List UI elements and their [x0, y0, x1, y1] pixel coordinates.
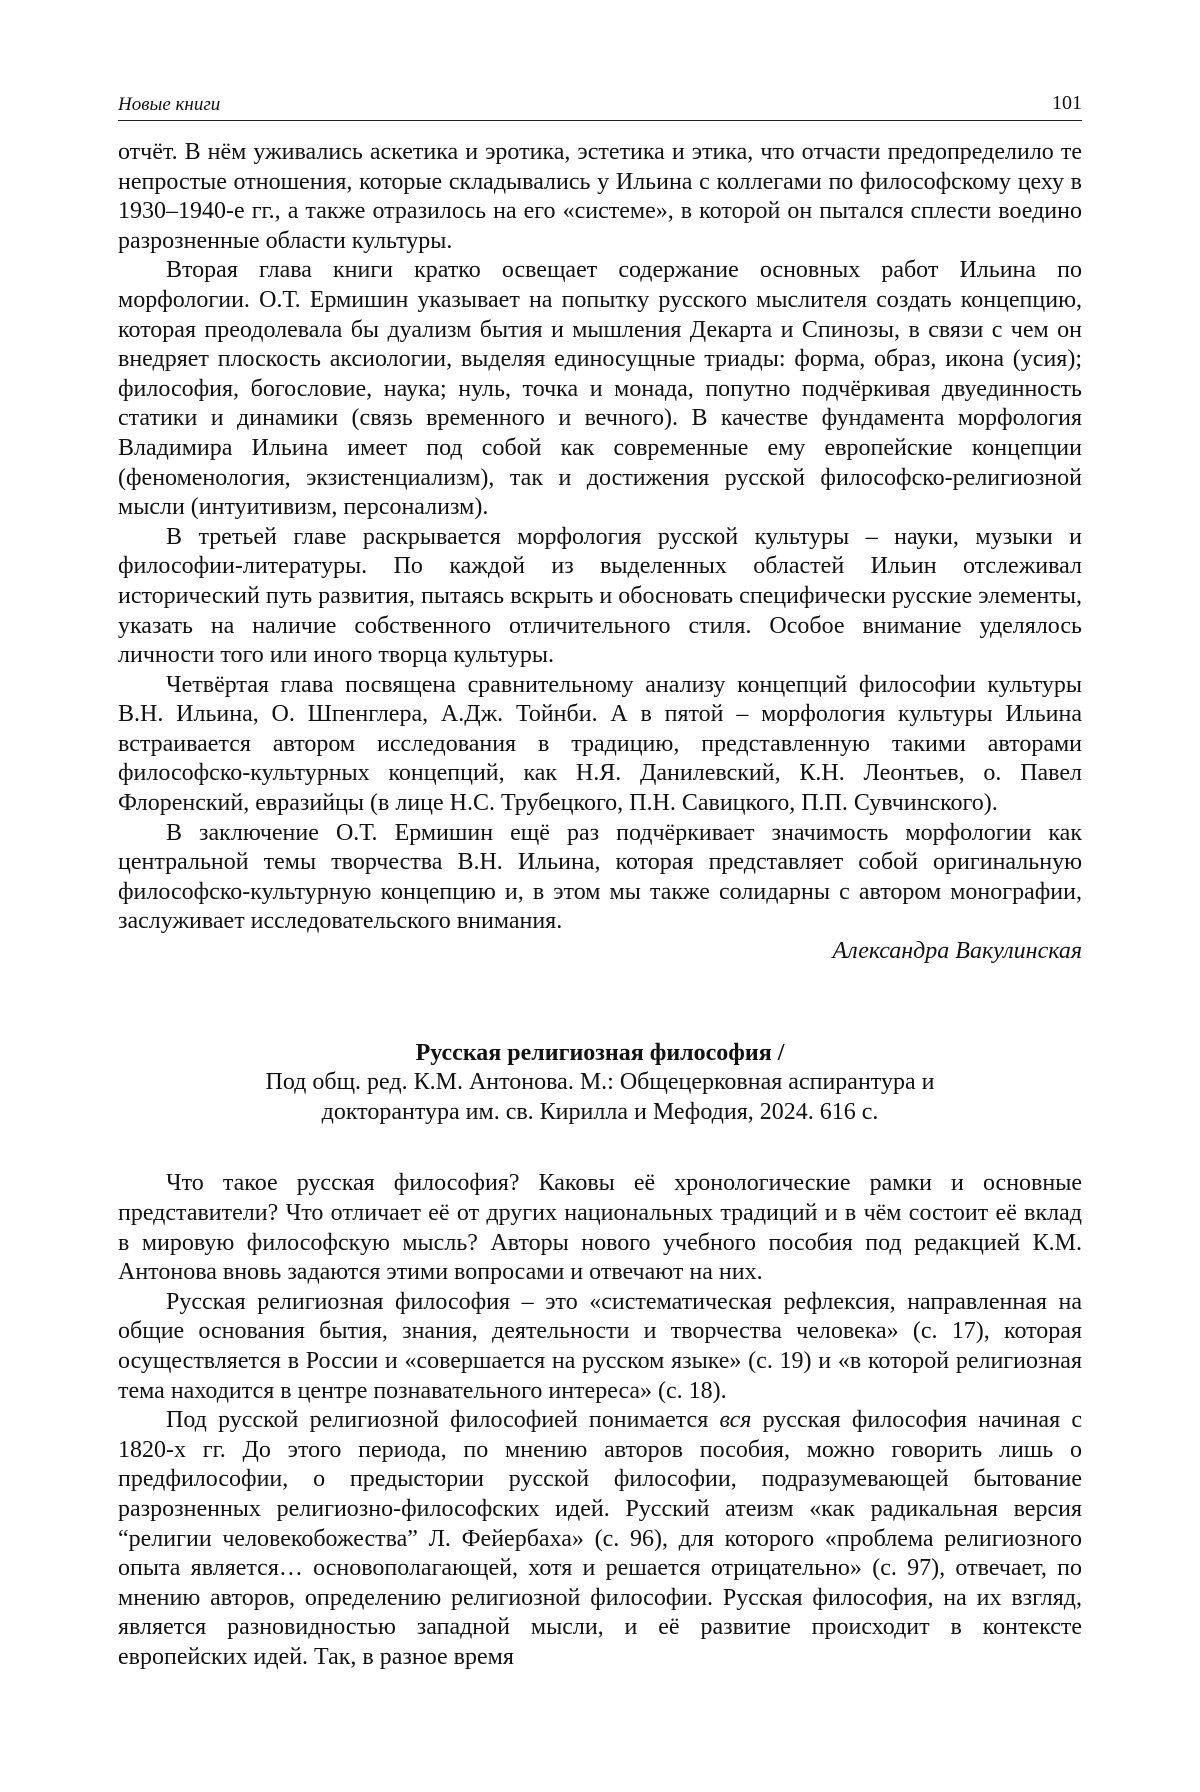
- review2-title: Русская религиозная философия /: [415, 1039, 785, 1066]
- review2-paragraph-3-rest: русская философия начиная с 1820-х гг. До этого периода, по мнению авторов пособия, можно говорить лишь о предфилософии, о предыстории русской философии, подразумевающей бытование разрозненных религиозно-философских идей. Русский атеизм «как радикальная версия “религии человекобожества” Л. Фейербаха» (с. 96), для которого «проблема религиозного опыта является… основополагающей, хотя и решается отрицательно» (с. 97), отвечает, по мнению авторов, определению религиозной философии. Русская философия, на их взгляд, является разновидностью западной мысли, и её развитие происходит в контексте европейских идей. Так, в разное время: [118, 1407, 1082, 1670]
- review2-paragraph-2: Русская религиозная философия – это «систематическая рефлексия, направленная на общие основания бытия, знания, деятельности и творчества человека» (с. 17), которая осуществляется в России и «совершается на русском языке» (с. 19) и «в которой религиозная тема находится в центре познавательного интереса» (с. 18).: [118, 1288, 1082, 1404]
- review1-paragraph-3: В третьей главе раскрывается морфология русской культуры – науки, музыки и философии-литературы. По каждой из выделенных областей Ильин отслеживал исторический путь развития, пытаясь вскрыть и обосновать специфически русские элементы, указать на наличие собственного отличительного стиля. Особое внимание уделялось личности того или иного творца культуры.: [118, 523, 1082, 669]
- page-body: [118, 138, 1082, 1673]
- review2-bibliography: Под общ. ред. К.М. Антонова. М.: Общецерковная аспирантура и докторантура им. св. Кирилла и Мефодия, 2024. 616 с.: [265, 1069, 935, 1125]
- review2-paragraph-3: [118, 1406, 1082, 1672]
- section-title: Новые книги: [118, 94, 221, 115]
- section-spacer: [118, 1127, 1082, 1169]
- review1-paragraph-2: Вторая глава книги кратко освещает содержание основных работ Ильина по морфологии. О.Т. Ермишин указывает на попытку русского мыслителя создать концепцию, которая преодолевала бы дуализм бытия и мышления Декарта и Спинозы, в связи с чем он внедряет плоскость аксиологии, выделяя единосущные триады: форма, образ, икона (усия); философия, богословие, наука; нуль, точка и монада, попутно подчёркивая двуединность статики и динамики (связь временного и вечного). В качестве фундамента морфология Владимира Ильина имеет под собой как современные ему европейские концепции (феноменология, экзистенциализм), так и достижения русской философско-религиозной мысли (интуитивизм, персонализм).: [118, 257, 1082, 521]
- review2-paragraph-3-lead: Под русской религиозной философией понимается: [166, 1407, 720, 1434]
- review1-paragraph-5: В заключение О.Т. Ермишин ещё раз подчёркивает значимость морфологии как центральной темы творчества В.Н. Ильина, которая представляет собой оригинальную философско-культурную концепцию и, в этом мы также солидарны с автором монографии, заслуживает исследовательского внимания.: [118, 819, 1082, 935]
- review2-paragraph-1: Что такое русская философия? Каковы её хронологические рамки и основные представители? Что отличает её от других национальных традиций и в чём состоит её вклад в мировую философскую мысль? Авторы нового учебного пособия под редакцией К.М. Антонова вновь задаются этими вопросами и отвечают на них.: [118, 1170, 1082, 1286]
- review1-paragraph-4: Четвёртая глава посвящена сравнительному анализу концепций философии культуры В.Н. Ильина, О. Шпенглера, А.Дж. Тойнби. А в пятой – морфология культуры Ильина встраивается автором исследования в традицию, представленную такими авторами философско-культурных концепций, как Н.Я. Данилевский, К.Н. Леонтьев, о. Павел Флоренский, евразийцы (в лице Н.С. Трубецкого, П.Н. Савицкого, П.П. Сувчинского).: [118, 671, 1082, 817]
- page-number: 101: [1052, 92, 1082, 114]
- review2-paragraph-3-emphasis: вся: [719, 1407, 752, 1434]
- review1-author-signature: Александра Вакулинская: [832, 938, 1082, 965]
- review1-paragraph-1: отчёт. В нём уживались аскетика и эротика, эстетика и этика, что отчасти предопределило те непростые отношения, которые складывались у Ильина с коллегами по философскому цеху в 1930–1940-е гг., а также отразилось на его «системе», в которой он пытался сплести воедино разрозненные области культуры.: [118, 139, 1082, 254]
- running-header: [118, 90, 1082, 121]
